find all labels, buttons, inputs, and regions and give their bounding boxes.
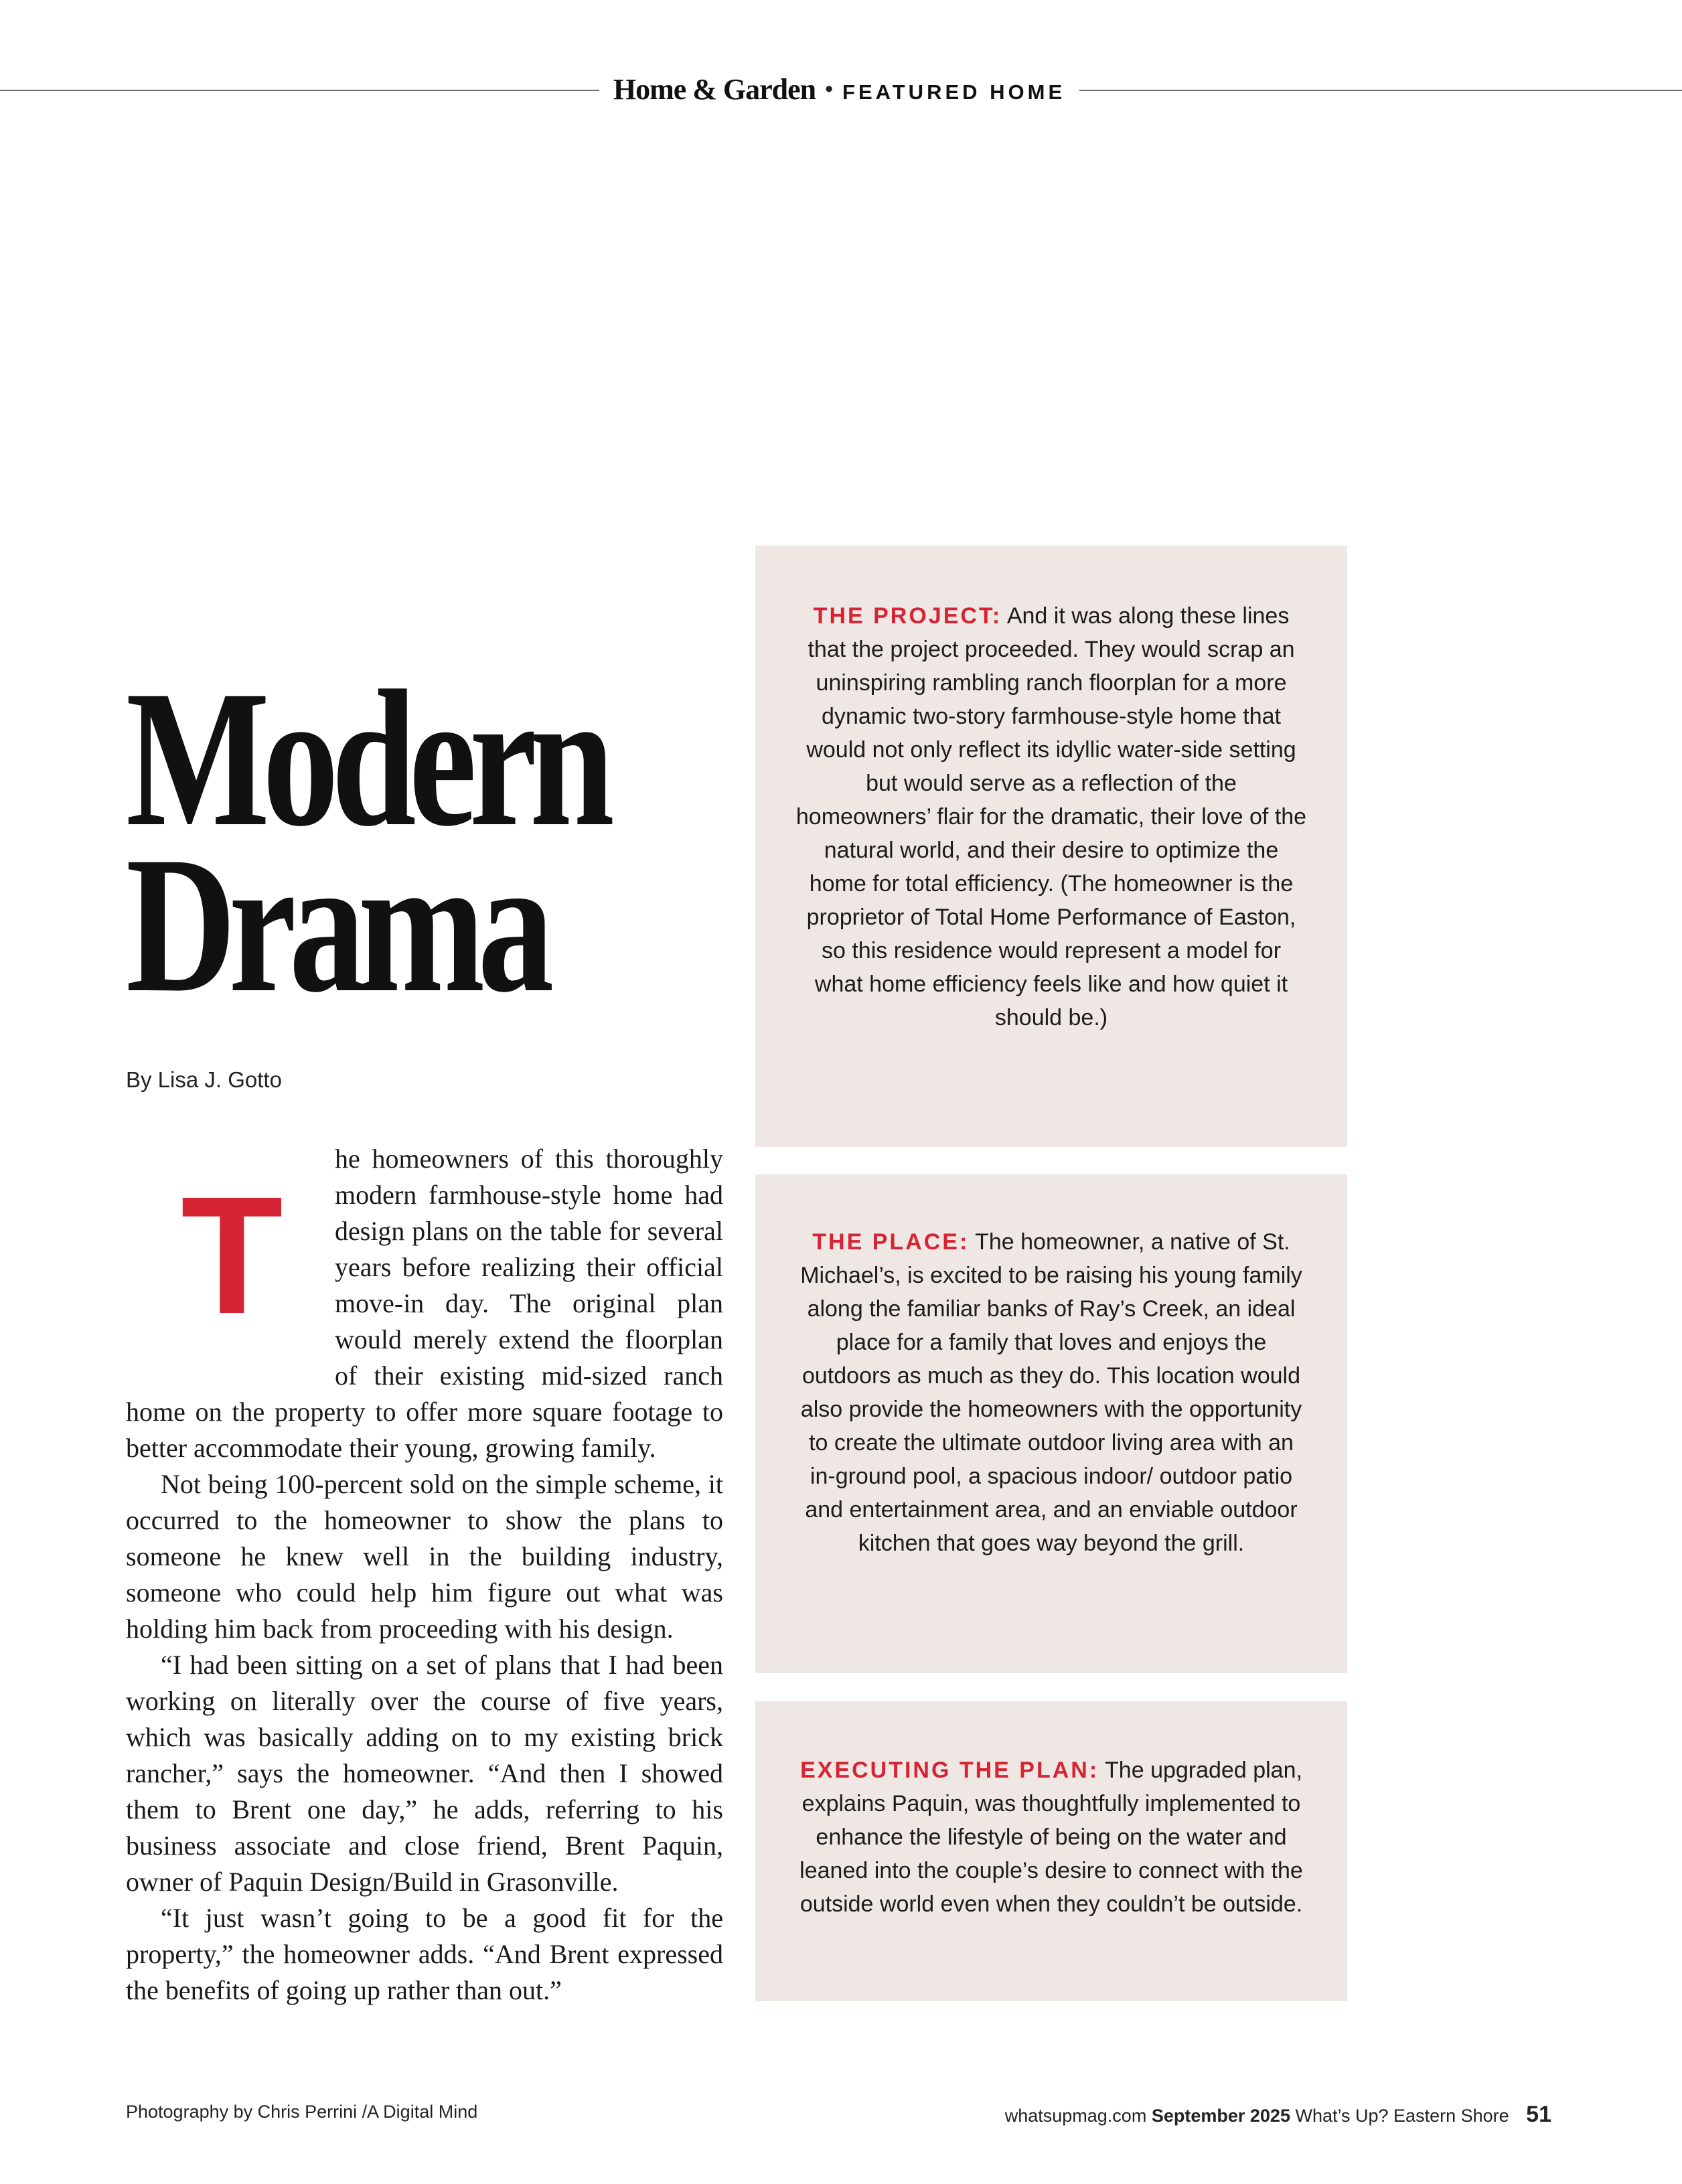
title-line-2: Drama (126, 817, 547, 1033)
feature-label: FEATURED HOME (842, 80, 1066, 104)
website: whatsupmag.com (1004, 2106, 1147, 2126)
drop-cap: T (181, 1162, 283, 1348)
article-title (126, 651, 611, 1033)
section-name: Home & Garden (613, 73, 816, 106)
header-rule-left (0, 90, 599, 91)
issue-date: September 2025 (1151, 2106, 1290, 2126)
paragraph-2: Not being 100-percent sold on the simple scheme, it occurred to the homeowner to show the plans to someone he knew well in the building industry, someone who could help him figure out what was holding him back from proceeding with his design. (126, 1469, 723, 1644)
folio (1005, 2102, 1551, 2128)
photo-credit: Photography by Chris Perrini /A Digital Mind (126, 2102, 478, 2122)
sidebar-place (755, 1174, 1347, 1673)
paragraph-1-text: he homeowners of this thoroughly modern farmhouse-style home had design plans on the table for several years before realizing their official move-in day. The original plan would merely extend the floorplan of their existing mid-sized ranch home on the property to offer more square footage to better accommodate their young, growing family. (126, 1144, 723, 1463)
article-body (126, 1141, 723, 2009)
title-line-1: Modern (126, 651, 607, 867)
publication-name: What’s Up? Eastern Shore (1295, 2106, 1509, 2126)
paragraph-4: “It just wasn’t going to be a good fit for the property,” the homeowner adds. “And Brent expressed the benefits of going up rather than out.” (126, 1903, 723, 2005)
header-rule-right (1079, 90, 1682, 91)
sidebar-executing (755, 1701, 1347, 2001)
sidebar-project-label: THE PROJECT: (813, 603, 1002, 629)
byline: By Lisa J. Gotto (126, 1067, 282, 1092)
paragraph-1 (126, 1141, 723, 1466)
sidebar-place-text: The homeowner, a native of St. Michael’s, is excited to be raising his young family along the familiar banks of Ray’s Creek, an ideal place for a family that loves and enjoys the outdoors as much as they do. This location would also provide the homeowners with the opportunity to create the ultimate outdoor living area with an in-ground pool, a spacious indoor/ outdoor patio and entertainment area, and an enviable outdoor kitchen that goes way beyond the grill. (800, 1229, 1302, 1556)
page-number: 51 (1526, 2102, 1551, 2127)
paragraph-3: “I had been sitting on a set of plans that I had been working on literally over the course of five years, which was basically adding on to my existing brick rancher,” says the homeowner. “And then I showed them to Brent one day,” he adds, referring to his business associate and close friend, Brent Paquin, owner of Paquin Design/Build in Grasonville. (126, 1650, 723, 1897)
header-separator: • (825, 76, 834, 102)
sidebar-executing-text: The upgraded plan, explains Paquin, was thoughtfully implemented to enhance the lifestyle of being on the water and leaned into the couple’s desire to connect with the outside world even when they couldn’t be outside. (799, 1758, 1303, 1917)
sidebar-project (755, 546, 1347, 1147)
sidebar-place-label: THE PLACE: (812, 1229, 970, 1255)
sidebar-executing-label: EXECUTING THE PLAN: (800, 1758, 1099, 1783)
running-header (599, 67, 1079, 119)
sidebar-project-text: And it was along these lines that the project proceeded. They would scrap an uninspiring rambling ranch floorplan for a more dynamic two-story farmhouse-style home that would not only reflect its idyllic water-side setting but would serve as a reflection of the homeowners’ flair for the dramatic, their love of the natural world, and their desire to optimize the home for total efficiency. (The homeowner is the proprietor of Total Home Performance of Easton, so this residence would represent a model for what home efficiency feels like and how quiet it should be.) (795, 603, 1307, 1030)
